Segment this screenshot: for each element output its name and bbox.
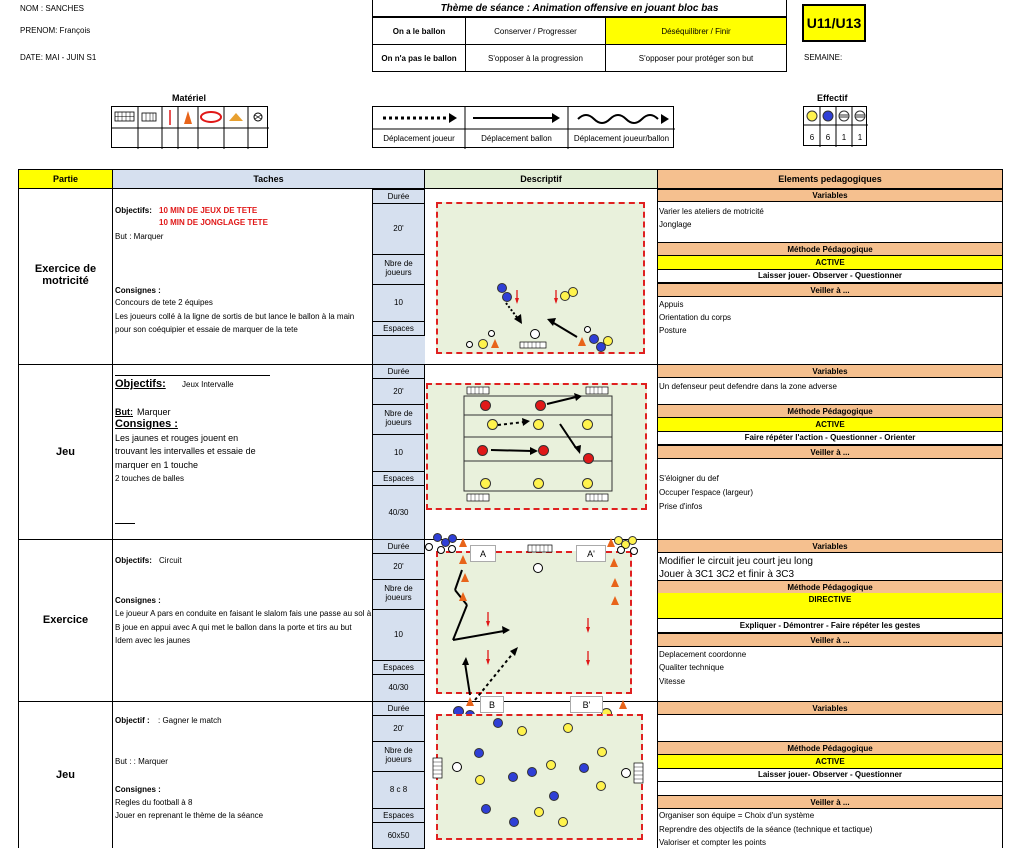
row2-espaces: 40/30 <box>372 485 425 540</box>
small-goal-icon <box>142 113 156 121</box>
row3-consignes-2: B joue en appui avec A qui met le ballon dans la porte et tirs au but <box>115 623 352 632</box>
ball-icon <box>584 326 591 333</box>
hoop-icon <box>201 112 221 122</box>
ball-icon <box>448 545 456 553</box>
row4-consignes-label: Consignes : <box>115 785 161 794</box>
row3-duree-label: Durée <box>372 539 425 554</box>
yellow-player <box>478 339 488 349</box>
cone-icon <box>619 700 627 709</box>
row4-joueurs: 8 c 8 <box>372 771 425 809</box>
on-na-label: On n'a pas le ballon <box>372 44 466 72</box>
cone-icon <box>466 697 474 706</box>
legend-table <box>372 106 674 148</box>
row1-duree-label: Durée <box>372 189 425 204</box>
yellow-player-icon <box>807 111 817 121</box>
row4-methode-type: ACTIVE <box>657 755 1003 769</box>
row1-espaces-label: Espaces <box>372 321 425 336</box>
row4-nbre-label: Nbre de joueurs <box>372 741 425 772</box>
row3-consignes-label: Consignes : <box>115 596 161 605</box>
materiel-title: Matériel <box>172 93 207 103</box>
legend-joueur: Déplacement joueur <box>383 134 455 143</box>
ball-icon <box>466 341 473 348</box>
row2-consignes-1: Les jaunes et rouges jouent en <box>115 433 239 443</box>
row2-consignes-2: trouvant les intervalles et essaie de <box>115 446 256 456</box>
blue-player <box>448 534 457 543</box>
label-b: B <box>480 696 504 713</box>
row3-veiller-3: Vitesse <box>659 677 686 686</box>
label-a: A <box>470 545 496 562</box>
row3-veiller-1: Deplacement coordonne <box>659 650 747 659</box>
yellow-player <box>597 747 607 757</box>
blue-player <box>474 748 484 758</box>
date-label: DATE: MAI - JUIN S1 <box>20 53 97 62</box>
row2-veiller-1: S'éloigner du def <box>659 474 719 483</box>
row1-duree: 20' <box>372 203 425 255</box>
row3-duree: 20' <box>372 553 425 580</box>
yellow-player <box>534 807 544 817</box>
partie-header: Partie <box>18 169 113 189</box>
row2-consignes-label: Consignes : <box>115 418 178 430</box>
goal-icon <box>115 112 134 121</box>
row2-variables-1: Un defenseur peut defendre dans la zone adverse <box>659 382 837 391</box>
row2-variables-header: Variables <box>657 364 1003 378</box>
row4-methode-desc: Laisser jouer- Observer - Questionner <box>657 768 1003 782</box>
cone-icon <box>184 111 192 124</box>
red-player <box>583 453 594 464</box>
effectif-count-2: 6 <box>825 133 831 142</box>
blue-player <box>508 772 518 782</box>
yellow-player <box>628 536 637 545</box>
yellow-player <box>546 760 556 770</box>
row4-espaces: 60x50 <box>372 822 425 849</box>
row4-objectifs-1: : Gagner le match <box>158 716 222 725</box>
red-player <box>477 445 488 456</box>
sopposer-prog-cell: S'opposer à la progression <box>465 44 606 72</box>
cone-icon <box>611 596 619 605</box>
yellow-player <box>533 419 544 430</box>
effectif-count-4: 1 <box>857 133 863 142</box>
ball-icon <box>488 330 495 337</box>
striped-ball-icon <box>530 329 540 339</box>
row2-duree: 20' <box>372 378 425 405</box>
on-a-label: On a le ballon <box>372 17 466 45</box>
row4-veiller-1: Organiser son équipe = Choix d'un système <box>659 811 815 820</box>
taches-header: Taches <box>112 169 425 189</box>
row2-consignes-3: marquer en 1 touche <box>115 460 199 470</box>
row3-nbre-label: Nbre de joueurs <box>372 579 425 610</box>
blue-player <box>502 292 512 302</box>
yellow-player <box>487 419 498 430</box>
yellow-player <box>568 287 578 297</box>
row4-partie: Jeu <box>56 769 75 781</box>
row4-duree-label: Durée <box>372 701 425 716</box>
row1-veiller-header: Veiller à ... <box>657 283 1003 297</box>
row1-consignes-1: Concours de tete 2 équipes <box>115 298 213 307</box>
row1-nbre-label: Nbre de joueurs <box>372 254 425 285</box>
row4-consignes-1: Regles du football à 8 <box>115 798 193 807</box>
blue-player <box>481 804 491 814</box>
row2-methode-header: Méthode Pédagogique <box>657 404 1003 418</box>
row1-methode-type: ACTIVE <box>657 256 1003 270</box>
row3-joueurs: 10 <box>372 609 425 661</box>
row2-duree-label: Durée <box>372 364 425 379</box>
blue-player <box>509 817 519 827</box>
row3-partie: Exercice <box>42 614 89 626</box>
row4-veiller-header: Veiller à ... <box>657 795 1003 809</box>
ball-icon <box>630 547 638 555</box>
blue-player <box>493 718 503 728</box>
row4-but: But : : Marquer <box>115 757 168 766</box>
row2-but-label: But: <box>115 407 133 417</box>
elements-header: Elements pedagogiques <box>657 169 1003 189</box>
striped-ball-icon <box>533 563 543 573</box>
striped-ball-icon <box>839 111 849 121</box>
row1-consignes-2: Les joueurs collé à la ligne de sortis de but lance le ballon à la main <box>115 312 355 321</box>
ball-icon <box>617 546 625 554</box>
effectif-title: Effectif <box>817 93 848 103</box>
effectif-count-1: 6 <box>809 133 815 142</box>
row3-espaces-label: Espaces <box>372 660 425 675</box>
row4-espaces-label: Espaces <box>372 808 425 823</box>
prenom-label: PRENOM: François <box>20 26 91 35</box>
row1-variables-header: Variables <box>657 189 1003 202</box>
cone-icon <box>491 339 499 348</box>
blue-player <box>527 767 537 777</box>
effectif-table <box>803 106 867 146</box>
label-a-prime: A' <box>576 545 606 562</box>
cone-icon <box>610 558 618 567</box>
row1-methode-header: Méthode Pédagogique <box>657 242 1003 256</box>
row1-veiller-1: Appuis <box>659 300 684 309</box>
nom-label: NOM : SANCHES <box>20 4 85 13</box>
desequilibrer-cell: Déséquilibrer / Finir <box>605 17 787 45</box>
yellow-player <box>480 478 491 489</box>
row2-but: Marquer <box>137 407 171 417</box>
cone-icon <box>459 555 467 564</box>
flat-cone-icon <box>229 113 243 121</box>
yellow-player <box>582 419 593 430</box>
row3-objectifs-1: Circuit <box>159 556 182 565</box>
yellow-player <box>596 781 606 791</box>
cone-icon <box>611 578 619 587</box>
yellow-player <box>517 726 527 736</box>
yellow-player <box>582 478 593 489</box>
row2-nbre-label: Nbre de joueurs <box>372 404 425 435</box>
row2-espaces-label: Espaces <box>372 471 425 486</box>
row4-methode-header: Méthode Pédagogique <box>657 741 1003 755</box>
row1-field <box>436 202 645 354</box>
row1-variables-2: Jonglage <box>659 220 692 229</box>
row2-methode-desc: Faire répéter l'action - Questionner - Orienter <box>657 431 1003 445</box>
materiel-table <box>111 106 268 148</box>
row3-variables-1: Modifier le circuit jeu court jeu long <box>659 556 813 567</box>
label-b-prime: B' <box>570 696 603 713</box>
row3-consignes-3: Idem avec les jaunes <box>115 636 191 645</box>
row1-partie: Exercice de motricité <box>34 263 97 287</box>
row3-methode-type: DIRECTIVE <box>657 593 1003 619</box>
conserver-cell: Conserver / Progresser <box>465 17 606 45</box>
yellow-player <box>558 817 568 827</box>
row3-methode-header: Méthode Pédagogique <box>657 580 1003 594</box>
red-player <box>480 400 491 411</box>
row1-consignes-label: Consignes : <box>115 286 161 295</box>
effectif-count-3: 1 <box>841 133 847 142</box>
row1-objectifs-2: 10 MIN DE JONGLAGE TETE <box>159 218 268 227</box>
descriptif-header: Descriptif <box>424 169 658 189</box>
row2-veiller-header: Veiller à ... <box>657 445 1003 459</box>
cone-icon <box>461 573 469 582</box>
row3-variables-header: Variables <box>657 539 1003 553</box>
striped-ball-2-icon <box>855 111 865 121</box>
row4-consignes-2: Jouer en reprenant le thème de la séance <box>115 811 264 820</box>
row3-veiller-2: Qualiter technique <box>659 663 724 672</box>
row3-espaces: 40/30 <box>372 674 425 702</box>
row1-variables-1: Varier les ateliers de motricité <box>659 207 764 216</box>
legend-ballon: Déplacement ballon <box>481 134 552 143</box>
striped-ball-icon <box>621 768 631 778</box>
row3-objectifs-label: Objectifs: <box>115 556 152 565</box>
row3-veiller-header: Veiller à ... <box>657 633 1003 647</box>
row1-joueurs: 10 <box>372 284 425 322</box>
row4-veiller-2: Reprendre des objectifs de la séance (technique et tactique) <box>659 825 873 834</box>
ball-icon <box>437 546 445 554</box>
theme-title: Thème de séance : Animation offensive en jouant bloc bas <box>372 0 787 17</box>
row1-veiller-2: Orientation du corps <box>659 313 732 322</box>
row1-objectifs-label: Objectifs: <box>115 206 152 215</box>
sopposer-but-cell: S'opposer pour protéger son but <box>605 44 787 72</box>
cone-icon <box>578 337 586 346</box>
row4-duree: 20' <box>372 715 425 742</box>
cone-icon <box>459 592 467 601</box>
row2-methode-type: ACTIVE <box>657 418 1003 432</box>
row3-variables-2: Jouer à 3C1 3C2 et finir à 3C3 <box>659 569 795 580</box>
row2-consignes-4: 2 touches de balles <box>115 474 184 483</box>
red-player <box>538 445 549 456</box>
row1-objectifs-1: 10 MIN DE JEUX DE TETE <box>159 206 258 215</box>
row3-methode-desc: Expliquer - Démontrer - Faire répéter les gestes <box>657 619 1003 633</box>
row2-veiller-3: Prise d'infos <box>659 502 703 511</box>
blue-player <box>549 791 559 801</box>
row4-field <box>436 714 643 840</box>
blue-player-icon <box>823 111 833 121</box>
yellow-player <box>475 775 485 785</box>
row4-objectifs-label: Objectif : <box>115 716 150 725</box>
cone-icon <box>459 538 467 547</box>
row2-objectifs-label: Objectifs: <box>115 378 166 390</box>
row2-objectifs-1: Jeux Intervalle <box>182 380 234 389</box>
yellow-player <box>603 336 613 346</box>
row4-variables-header: Variables <box>657 701 1003 715</box>
striped-ball-icon <box>452 762 462 772</box>
row2-joueurs: 10 <box>372 434 425 472</box>
dotted-arrow-icon <box>383 113 457 123</box>
legend-joueur-ballon: Déplacement joueur/ballon <box>573 134 670 143</box>
wavy-arrow-icon <box>578 114 669 124</box>
category-badge: U11/U13 <box>802 4 866 42</box>
row1-consignes-3: pour son coéquipier et essaie de marquer de la tete <box>115 325 298 334</box>
ball-icon <box>425 543 433 551</box>
row4-veiller-3: Valoriser et compter les points <box>659 838 767 847</box>
row1-veiller-3: Posture <box>659 326 687 335</box>
yellow-player <box>563 723 573 733</box>
row1-methode-desc: Laisser jouer- Observer - Questionner <box>657 269 1003 283</box>
solid-arrow-icon <box>473 113 560 123</box>
yellow-player <box>533 478 544 489</box>
row3-consignes-1: Le joueur A pars en conduite en faisant le slalom fais une passe au sol à <box>115 609 372 618</box>
row2-veiller-2: Occuper l'espace (largeur) <box>659 488 754 497</box>
row2-partie: Jeu <box>56 446 75 458</box>
row1-but: But : Marquer <box>115 232 164 241</box>
ball-icon <box>254 113 262 121</box>
red-player <box>535 400 546 411</box>
semaine-label: SEMAINE: <box>804 53 843 62</box>
blue-player <box>579 763 589 773</box>
